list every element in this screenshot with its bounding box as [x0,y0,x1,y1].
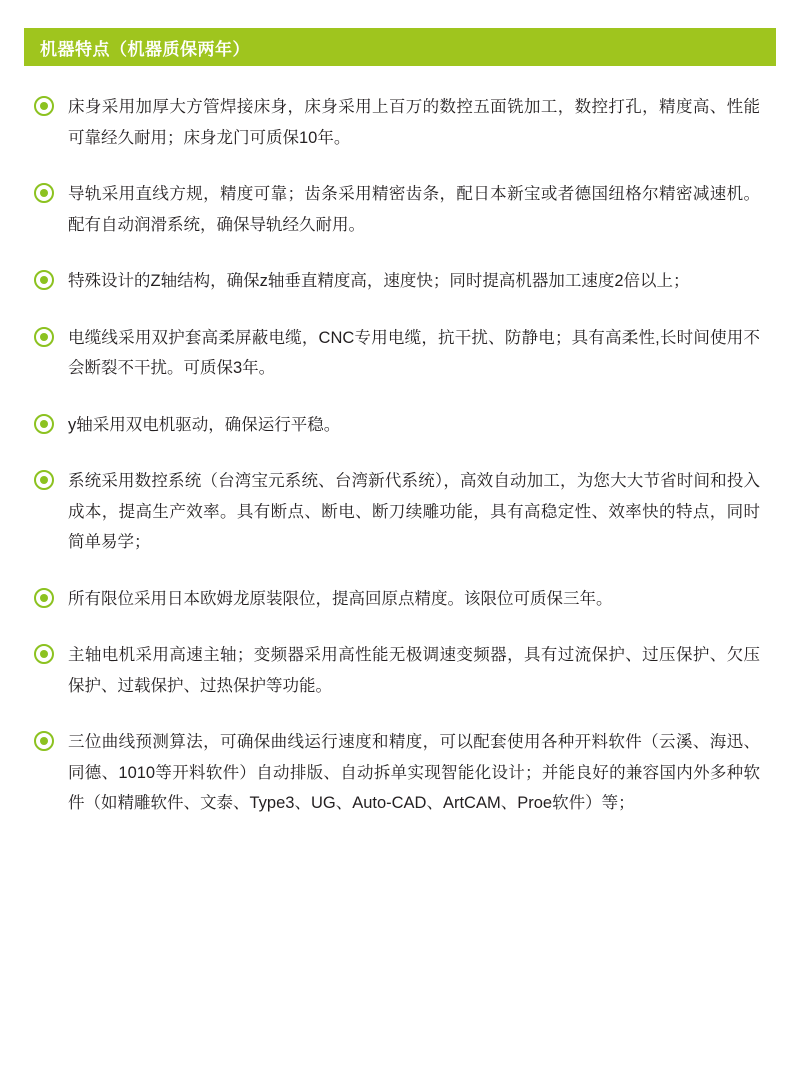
list-item-text: 导轨采用直线方规，精度可靠；齿条采用精密齿条，配日本新宝或者德国纽格尔精密减速机。配有自动润滑系统，确保导轨经久耐用。 [68,185,760,234]
circle-dot-icon [34,588,54,608]
list-item-text: 系统采用数控系统（台湾宝元系统、台湾新代系统），高效自动加工，为您大大节省时间和投入成本，提高生产效率。具有断点、断电、断刀续雕功能，具有高稳定性、效率快的特点，同时简单易学； [68,472,760,552]
section-header [24,28,776,66]
list-item [34,466,760,558]
circle-dot-icon [34,183,54,203]
list-item-text: y轴采用双电机驱动，确保运行平稳。 [68,415,341,434]
list-item-text: 所有限位采用日本欧姆龙原装限位，提高回原点精度。该限位可质保三年。 [68,589,613,608]
list-item [34,410,760,441]
list-item-text: 床身采用加厚大方管焊接床身，床身采用上百万的数控五面铣加工，数控打孔，精度高、性能可靠经久耐用；床身龙门可质保10年。 [68,98,760,147]
circle-dot-icon [34,96,54,116]
list-item [34,266,760,297]
document-page [0,28,800,1087]
list-item-text: 特殊设计的Z轴结构，确保z轴垂直精度高，速度快；同时提高机器加工速度2倍以上； [68,272,690,291]
circle-dot-icon [34,327,54,347]
list-item [34,727,760,819]
circle-dot-icon [34,470,54,490]
list-item [34,179,760,240]
circle-dot-icon [34,644,54,664]
feature-list [0,66,800,849]
circle-dot-icon [34,270,54,290]
list-item [34,92,760,153]
list-item [34,640,760,701]
list-item-text: 主轴电机采用高速主轴；变频器采用高性能无极调速变频器，具有过流保护、过压保护、欠压保护、过载保护、过热保护等功能。 [68,646,760,695]
circle-dot-icon [34,414,54,434]
list-item [34,584,760,615]
page-title: 机器特点（机器质保两年） [40,39,250,59]
list-item-text: 三位曲线预测算法，可确保曲线运行速度和精度，可以配套使用各种开料软件（云溪、海迅、同德、1010等开料软件）自动排版、自动拆单实现智能化设计；并能良好的兼容国内外多种软件（如精雕软件、文泰、Type3、UG、Auto-CAD、ArtCAM、Proe软件）等； [68,733,760,813]
list-item-text: 电缆线采用双护套高柔屏蔽电缆，CNC专用电缆，抗干扰、防静电；具有高柔性,长时间使用不会断裂不干扰。可质保3年。 [68,328,760,378]
circle-dot-icon [34,731,54,751]
list-item [34,323,760,384]
